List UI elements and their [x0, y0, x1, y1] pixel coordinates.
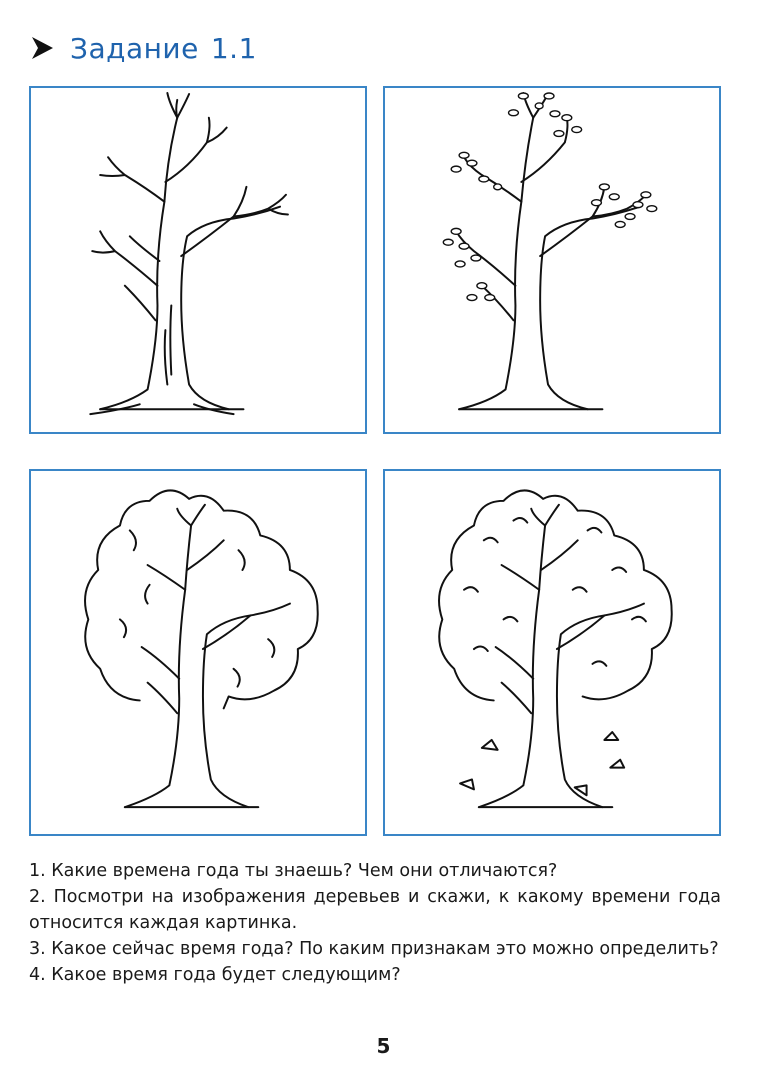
tree-full-crown-illustration: [31, 471, 365, 834]
arrowhead-bullet-icon: [28, 34, 56, 62]
tree-with-young-leaves-illustration: [385, 88, 719, 432]
tree-no-leaves-illustration: [31, 88, 365, 432]
picture-budding-tree: [383, 86, 721, 434]
question-2: 2. Посмотри на изображения деревьев и скажи, к какому времени года относится каждая картинка.: [29, 887, 721, 933]
questions-block: [29, 858, 721, 988]
picture-falling-leaves-tree: [383, 469, 721, 836]
task-number: 1.1: [210, 31, 257, 65]
question-1: 1. Какие времена года ты знаешь? Чем они отличаются?: [29, 861, 558, 881]
picture-full-crown-tree: [29, 469, 367, 836]
question-4: 4. Какое время года будет следующим?: [29, 965, 401, 985]
task-title: [70, 32, 257, 65]
tree-falling-leaves-illustration: [385, 471, 719, 834]
task-header: [28, 24, 257, 72]
page-number: 5: [376, 1034, 391, 1058]
question-3: 3. Какое сейчас время года? По каким признакам это можно определить?: [29, 939, 719, 959]
task-title-word: Задание: [70, 31, 199, 65]
picture-bare-tree: [29, 86, 367, 434]
